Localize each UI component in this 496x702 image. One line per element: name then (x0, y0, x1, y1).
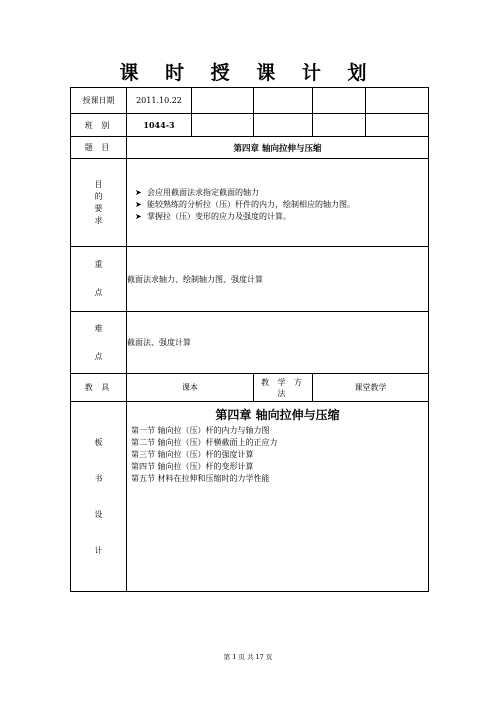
class-empty-cell-3 (313, 114, 366, 137)
difficulties-label: 难 点 (71, 312, 127, 374)
goal-item: ➤ 能较熟练的分析拉（压）杆件的内力，绘制相应的轴力图。 (135, 200, 355, 209)
topic-row (71, 137, 429, 159)
class-empty-cell-1 (192, 114, 254, 137)
board-heading: 第四章 轴向拉伸与压缩 (215, 408, 340, 422)
arrowhead-bullet-icon: ➤ (135, 212, 142, 221)
date-empty-cell-2 (254, 88, 313, 114)
board-row (71, 402, 429, 592)
topic-value: 第四章 轴向拉伸与压缩 (127, 137, 429, 159)
board-label: 板 书 设 计 (71, 402, 127, 592)
topic-label: 题 目 (71, 137, 127, 159)
tools-row (71, 374, 429, 402)
difficulties-row (71, 312, 429, 374)
method-value: 课堂教学 (313, 374, 429, 402)
key-points-label: 重 点 (71, 247, 127, 312)
date-label: 授课日期 (71, 88, 127, 114)
goals-row (71, 159, 429, 247)
date-empty-cell-4 (366, 88, 429, 114)
arrowhead-bullet-icon: ➤ (135, 200, 142, 209)
board-line: 第四节 轴向拉（压）杆的变形计算 (131, 462, 254, 471)
goal-item: ➤ 会应用截面法求指定截面的轴力 (135, 188, 259, 197)
class-empty-cell-2 (254, 114, 313, 137)
date-value: 2011.10.22 (127, 88, 192, 114)
date-row (71, 88, 429, 114)
board-content (127, 402, 429, 592)
goals-content (127, 159, 429, 247)
tools-value: 课本 (127, 374, 254, 402)
board-line: 第二节 轴向拉（压）杆横截面上的正应力 (131, 438, 278, 447)
board-line: 第一节 轴向拉（压）杆的内力与轴力图 (131, 426, 270, 435)
class-value: 1044-3 (127, 114, 192, 137)
method-label: 教 学 方 法 (254, 374, 313, 402)
key-points-row (71, 247, 429, 312)
date-empty-cell-3 (313, 88, 366, 114)
class-empty-cell-4 (366, 114, 429, 137)
key-points-text: 截面法求轴力、绘制轴力图、强度计算 (127, 247, 429, 312)
tools-label: 教 具 (71, 374, 127, 402)
board-line: 第五节 材料在拉伸和压缩时的力学性能 (131, 474, 270, 483)
class-label: 班 别 (71, 114, 127, 137)
board-line: 第三节 轴向拉（压）杆的强度计算 (131, 450, 254, 459)
page-title: 课 时 授 课 计 划 (119, 62, 377, 84)
page-footer: 第 1 页 共 17 页 (223, 653, 273, 661)
goals-list (127, 187, 428, 223)
difficulties-text: 截面法、强度计算 (127, 312, 429, 374)
lesson-plan-table (70, 87, 429, 592)
date-empty-cell-1 (192, 88, 254, 114)
goal-item: ➤ 掌握拉（压）变形的应力及强度的计算。 (135, 212, 291, 221)
class-row (71, 114, 429, 137)
arrowhead-bullet-icon: ➤ (135, 188, 142, 197)
goals-label: 目 的 要 求 (71, 159, 127, 247)
